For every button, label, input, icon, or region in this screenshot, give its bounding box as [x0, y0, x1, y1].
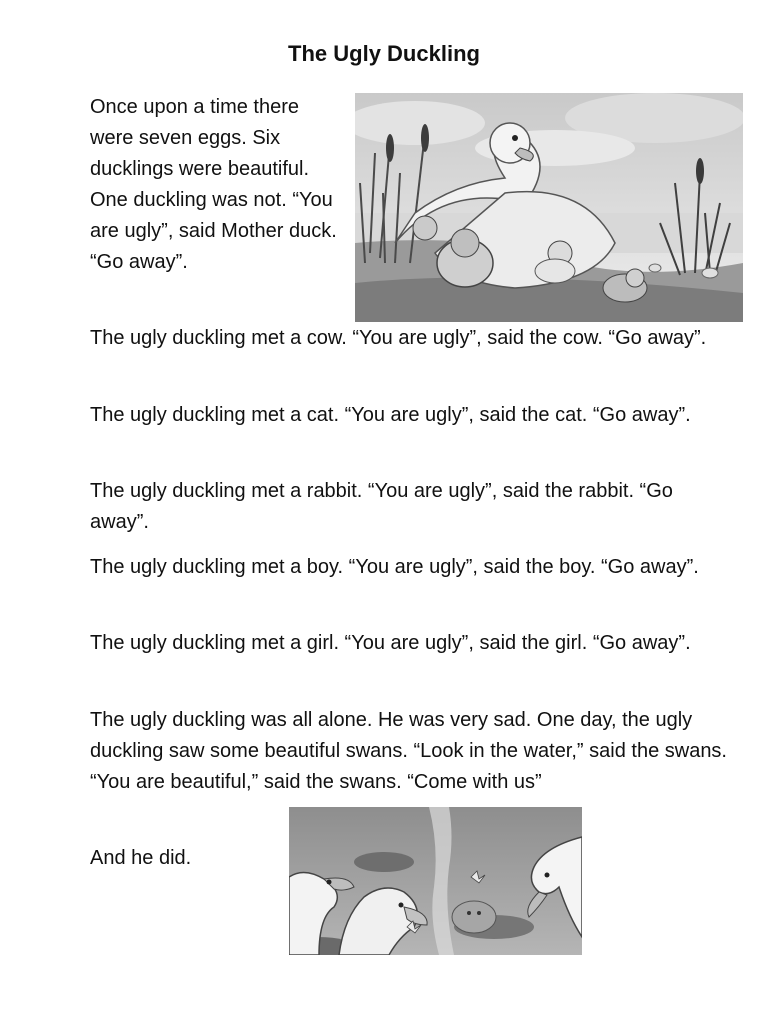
paragraph-rabbit: The ugly duckling met a rabbit. “You are ugly”, said the rabbit. “Go away”.: [90, 480, 673, 533]
page-title: The Ugly Duckling: [288, 41, 480, 66]
paragraph-swans: The ugly duckling was all alone. He was very sad. One day, the ugly duckling saw some beautiful swans. “Look in the water,” said the swans. “You are beautiful,” said the swans. “Come with us”: [90, 709, 727, 793]
mother-duck-illustration: [355, 93, 743, 322]
swans-illustration: [289, 807, 582, 955]
paragraph-cow: The ugly duckling met a cow. “You are ugly”, said the cow. “Go away”.: [90, 327, 707, 349]
paragraph-ending: And he did.: [90, 847, 192, 869]
paragraph-boy: The ugly duckling met a boy. “You are ugly”, said the boy. “Go away”.: [90, 556, 699, 578]
paragraph-cat: The ugly duckling met a cat. “You are ugly”, said the cat. “Go away”.: [90, 404, 691, 426]
paragraph-intro: Once upon a time there were seven eggs. Six ducklings were beautiful. One duckling was not. “You are ugly”, said Mother duck. “Go away”.: [90, 96, 337, 273]
paragraph-girl: The ugly duckling met a girl. “You are ugly”, said the girl. “Go away”.: [90, 632, 691, 654]
